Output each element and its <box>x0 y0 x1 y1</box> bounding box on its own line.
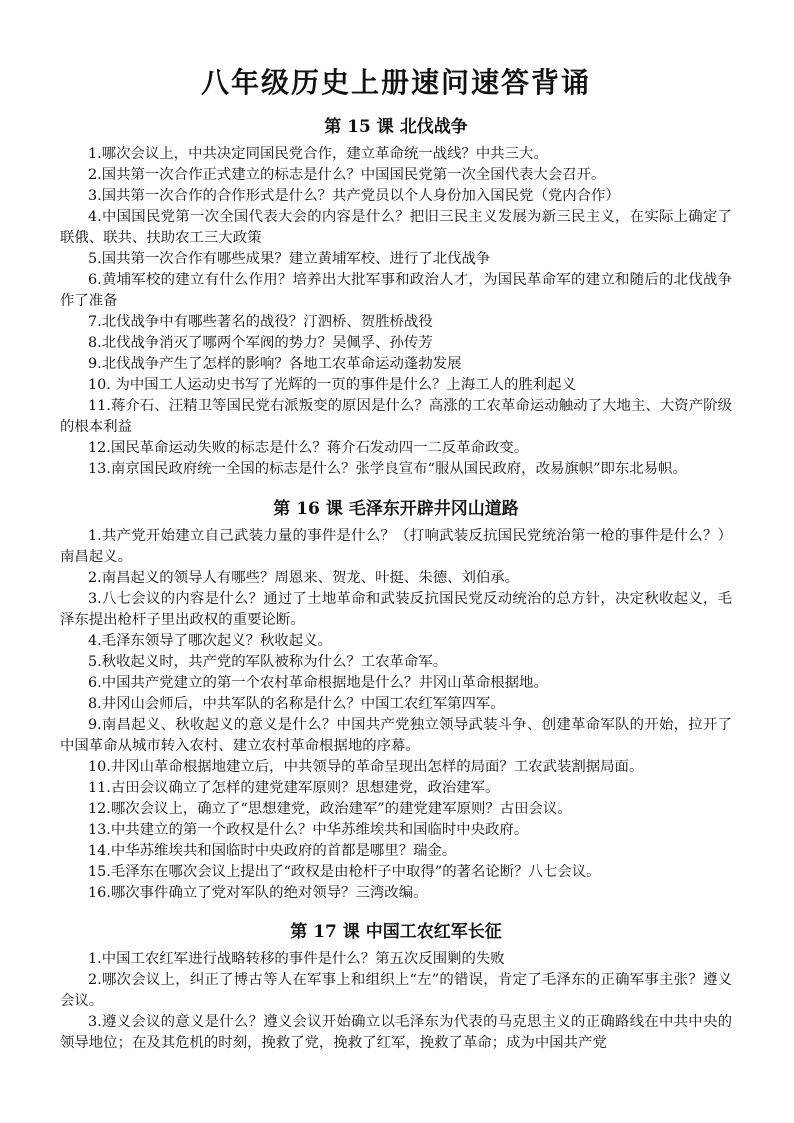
qa-item: 11.古田会议确立了怎样的建党建军原则？思想建党，政治建军。 <box>88 780 500 796</box>
qa-item: 6.中国共产党建立的第一个农村革命根据地是什么？井冈山革命根据地。 <box>88 675 548 691</box>
qa-item: 2.哪次会议上，纠正了博古等人在军事上和组织上“左”的错误，肯定了毛泽东的正确军事主张？遵义会议。 <box>60 972 732 1009</box>
qa-item: 8.北伐战争消灭了哪两个军阀的势力？吴佩孚、孙传芳 <box>88 335 433 351</box>
lesson-16-question-list <box>60 526 732 904</box>
qa-item: 4.毛泽东领导了哪次起义？秋收起义。 <box>88 633 332 649</box>
lesson-15-title: 第 15 课 北伐战争 <box>324 117 468 137</box>
qa-item: 4.中国国民党第一次全国代表大会的内容是什么？把旧三民主义发展为新三民主义，在实际上确定了联俄、联共、扶助农工三大政策 <box>60 209 732 246</box>
qa-item: 1.中国工农红军进行战略转移的事件是什么？第五次反围剿的失败 <box>88 951 505 967</box>
qa-item: 1.共产党开始建立自己武装力量的事件是什么？（打响武装反抗国民党统治第一枪的事件是什么？）南昌起义。 <box>60 528 732 565</box>
qa-item: 5.秋收起义时，共产党的军队被称为什么？工农革命军。 <box>88 654 448 670</box>
qa-item: 9.北伐战争产生了怎样的影响？各地工农革命运动蓬勃发展 <box>88 356 462 372</box>
lesson-15-section <box>60 114 732 480</box>
qa-item: 3.遵义会议的意义是什么？遵义会议开始确立以毛泽东为代表的马克思主义的正确路线在中共中央的领导地位；在及其危机的时刻，挽救了党，挽救了红军，挽救了革命；成为中国共产党 <box>60 1014 732 1051</box>
qa-item: 3.八七会议的内容是什么？通过了土地革命和武装反抗国民党反动统治的总方针，决定秋收起义，毛泽东提出枪杆子里出政权的重要论断。 <box>60 591 732 628</box>
qa-item: 9.南昌起义、秋收起义的意义是什么？中国共产党独立领导武装斗争、创建革命军队的开始，拉开了中国革命从城市转入农村、建立农村革命根据地的序幕。 <box>60 717 732 754</box>
lesson-17-question-list <box>60 949 732 1054</box>
qa-item: 11.蒋介石、汪精卫等国民党右派叛变的原因是什么？高涨的工农革命运动触动了大地主、大资产阶级的根本利益 <box>60 398 732 435</box>
qa-item: 7.北伐战争中有哪些著名的战役？汀泗桥、贺胜桥战役 <box>88 314 433 330</box>
qa-item: 6.黄埔军校的建立有什么作用？培养出大批军事和政治人才，为国民革命军的建立和随后的北伐战争作了准备 <box>60 272 732 309</box>
qa-item: 13.南京国民政府统一全国的标志是什么？张学良宣布“服从国民政府，改易旗帜”即东北易帜。 <box>88 461 687 477</box>
qa-item: 14.中华苏维埃共和国临时中央政府的首都是哪里？瑞金。 <box>88 843 457 859</box>
lesson-17-title: 第 17 课 中国工农红军长征 <box>290 922 502 942</box>
qa-item: 3.国共第一次合作的合作形式是什么？共产党员以个人身份加入国民党（党内合作） <box>88 188 620 204</box>
lesson-16-title: 第 16 课 毛泽东开辟井冈山道路 <box>273 499 519 519</box>
qa-item: 10. 为中国工人运动史书写了光辉的一页的事件是什么？上海工人的胜利起义 <box>88 377 576 393</box>
lesson-15-question-list <box>60 144 732 480</box>
document-title: 八年级历史上册速问速答背诵 <box>200 66 591 99</box>
qa-item: 5.国共第一次合作有哪些成果？建立黄埔军校、进行了北伐战争 <box>88 251 491 267</box>
qa-item: 16.哪次事件确立了党对军队的绝对领导？三湾改编。 <box>88 885 428 901</box>
qa-item: 15.毛泽东在哪次会议上提出了“政权是由枪杆子中取得”的著名论断？八七会议。 <box>88 864 601 880</box>
qa-item: 13.中共建立的第一个政权是什么？中华苏维埃共和国临时中央政府。 <box>88 822 529 838</box>
qa-item: 2.南昌起义的领导人有哪些？周恩来、贺龙、叶挺、朱德、刘伯承。 <box>88 570 520 586</box>
qa-item: 8.井冈山会师后，中共军队的名称是什么？中国工农红军第四军。 <box>88 696 505 712</box>
lesson-16-section <box>60 496 732 904</box>
qa-item: 2.国共第一次合作正式建立的标志是什么？中国国民党第一次全国代表大会召开。 <box>88 167 606 183</box>
qa-item: 1.哪次会议上，中共决定同国民党合作，建立革命统一战线？中共三大。 <box>88 146 548 162</box>
qa-item: 10.井冈山革命根据地建立后，中共领导的革命呈现出怎样的局面？工农武装割据局面。 <box>88 759 644 775</box>
lesson-17-section <box>60 919 732 1054</box>
qa-item: 12.国民革命运动失败的标志是什么？蒋介石发动四一二反革命政变。 <box>88 440 529 456</box>
qa-item: 12.哪次会议上，确立了“思想建党，政治建军”的建党建军原则？古田会议。 <box>88 801 572 817</box>
